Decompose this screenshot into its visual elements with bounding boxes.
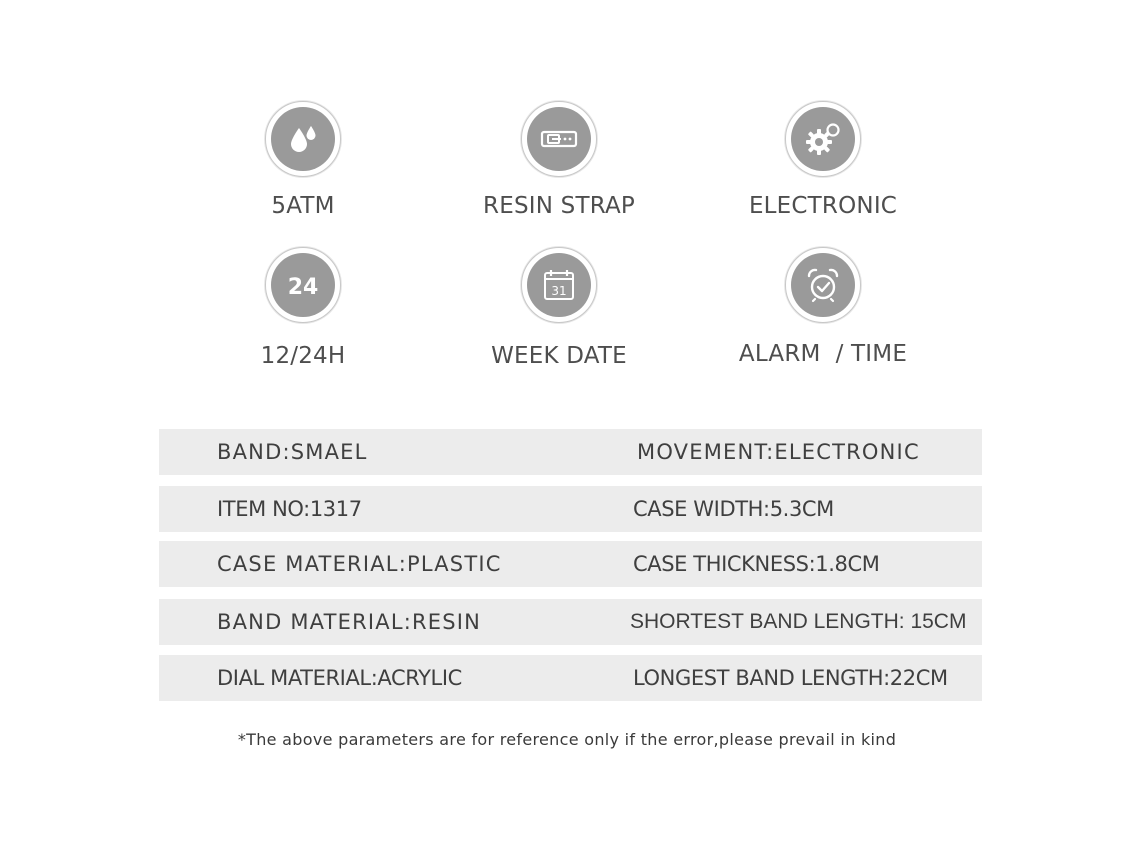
feature-electronic — [703, 101, 943, 219]
spec-left: DIAL MATERIAL:ACRYLIC — [217, 666, 462, 690]
feature-5atm — [183, 101, 423, 219]
spec-row — [159, 599, 982, 645]
svg-text:24: 24 — [287, 275, 319, 300]
feature-label: 12/24H — [260, 343, 346, 369]
feature-badge — [521, 101, 597, 177]
feature-badge — [265, 247, 341, 323]
spec-right: CASE THICKNESS:1.8CM — [633, 552, 880, 576]
feature-badge — [785, 101, 861, 177]
feature-badge — [785, 247, 861, 323]
disclaimer-note: *The above parameters are for reference only if the error,please prevail in kind — [237, 730, 897, 749]
svg-text:31: 31 — [551, 284, 567, 298]
feature-label: ELECTRONIC — [748, 193, 898, 219]
spec-left: ITEM NO:1317 — [217, 497, 362, 521]
feature-alarm-time — [703, 247, 943, 367]
spec-right: SHORTEST BAND LENGTH: 15CM — [630, 610, 967, 633]
spec-right: LONGEST BAND LENGTH:22CM — [633, 666, 948, 690]
gears-icon — [803, 119, 843, 159]
calendar-icon — [539, 265, 579, 305]
spec-right: MOVEMENT:ELECTRONIC — [637, 440, 920, 464]
spec-row — [159, 429, 982, 475]
spec-left: BAND:SMAEL — [217, 440, 368, 464]
spec-right: CASE WIDTH:5.3CM — [633, 497, 834, 521]
spec-left: BAND MATERIAL:RESIN — [217, 610, 482, 634]
feature-resin-strap — [439, 101, 679, 219]
spec-left: CASE MATERIAL:PLASTIC — [217, 552, 502, 576]
feature-badge — [521, 247, 597, 323]
feature-badge — [265, 101, 341, 177]
feature-label: 5ATM — [271, 193, 335, 219]
spec-row — [159, 486, 982, 532]
feature-label: WEEK DATE — [491, 343, 627, 369]
feature-label: RESIN STRAP — [483, 193, 635, 219]
feature-week-date — [439, 247, 679, 369]
24-hour-icon — [283, 265, 323, 305]
alarm-clock-icon — [803, 265, 843, 305]
strap-icon — [539, 119, 579, 159]
water-drops-icon — [283, 119, 323, 159]
feature-label: ALARM / TIME — [738, 341, 908, 367]
spec-row — [159, 655, 982, 701]
feature-12-24h — [183, 247, 423, 369]
spec-row — [159, 541, 982, 587]
